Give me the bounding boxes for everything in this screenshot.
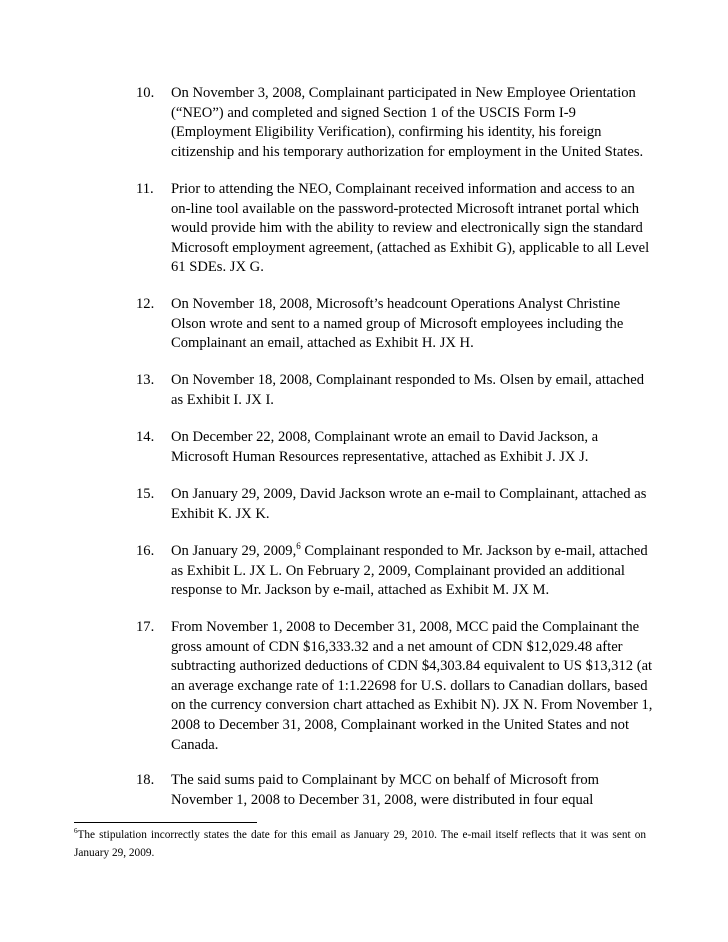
footnote-marker: 6: [74, 827, 78, 836]
paragraph-text: On November 3, 2008, Complainant participated in New Employee Orientation (“NEO”) and completed and signed Section 1 of the USCIS Form I-9 (Employment Eligibility Verification), confirming his identity, his foreign citizenship and his temporary authorization for employment in the United States.: [171, 85, 644, 160]
paragraph-text: On January 29, 2009, David Jackson wrote an e-mail to Complainant, attached as Exhibit K. JX K.: [171, 486, 647, 522]
paragraph-text: The said sums paid to Complainant by MCC on behalf of Microsoft from November 1, 2008 to December 31, 2008, were distributed in four equal: [171, 772, 600, 808]
paragraph-18: [136, 771, 656, 810]
footnote-text: The stipulation incorrectly states the date for this email as January 29, 2010. The e-mail itself reflects that it was sent on January 29, 2009.: [74, 829, 646, 859]
paragraph-text-before-ref: On January 29, 2009,: [171, 543, 297, 559]
paragraph-number: 13.: [136, 372, 155, 388]
paragraph-number: 12.: [136, 296, 155, 312]
paragraph-16: [136, 542, 656, 601]
paragraph-10: [136, 84, 656, 162]
paragraph-number: 10.: [136, 85, 155, 101]
paragraph-17: [136, 618, 656, 755]
paragraph-12: [136, 295, 656, 354]
paragraph-15: [136, 485, 656, 524]
paragraph-text: On November 18, 2008, Complainant responded to Ms. Olsen by email, attached as Exhibit I. JX I.: [171, 372, 644, 408]
footnote-separator: [74, 822, 257, 823]
footnote: [74, 826, 646, 862]
paragraph-number: 18.: [136, 772, 155, 788]
paragraph-number: 16.: [136, 543, 155, 559]
footnote-reference[interactable]: 6: [296, 541, 301, 552]
paragraph-text: From November 1, 2008 to December 31, 2008, MCC paid the Complainant the gross amount of CDN $16,333.32 and a net amount of CDN $12,029.48 after subtracting authorized deductions of CDN $4,303.84 equivalent to US $13,312 (at an average exchange rate of 1:1.22698 for U.S. dollars to Canadian dollars, based on the currency conversion chart attached as Exhibit N). JX N. From November 1, 2008 to December 31, 2008, Complainant worked in the United States and not Canada.: [171, 619, 653, 753]
paragraph-number: 17.: [136, 619, 155, 635]
paragraph-text: Prior to attending the NEO, Complainant received information and access to an on-line tool available on the password-protected Microsoft intranet portal which would provide him with the ability to review and electronically sign the standard Microsoft employment agreement, (attached as Exhibit G), applicable to all Level 61 SDEs. JX G.: [171, 181, 650, 276]
paragraph-text: On December 22, 2008, Complainant wrote an email to David Jackson, a Microsoft Human Resources representative, attached as Exhibit J. JX J.: [171, 429, 599, 465]
paragraph-number: 11.: [136, 181, 154, 197]
paragraph-number: 14.: [136, 429, 155, 445]
paragraph-13: [136, 371, 656, 410]
paragraph-text-after-ref: Complainant responded to Mr. Jackson by e-mail, attached as Exhibit L. JX L. On February 2, 2009, Complainant provided an additional response to Mr. Jackson by e-mail, attached as Exhibit M. JX M.: [171, 543, 648, 599]
paragraph-number: 15.: [136, 486, 155, 502]
paragraph-text: [171, 542, 656, 601]
paragraph-text: On November 18, 2008, Microsoft’s headcount Operations Analyst Christine Olson wrote and sent to a named group of Microsoft employees including the Complainant an email, attached as Exhibit H. JX H.: [171, 296, 624, 352]
paragraph-14: [136, 428, 656, 467]
paragraph-11: [136, 180, 656, 278]
